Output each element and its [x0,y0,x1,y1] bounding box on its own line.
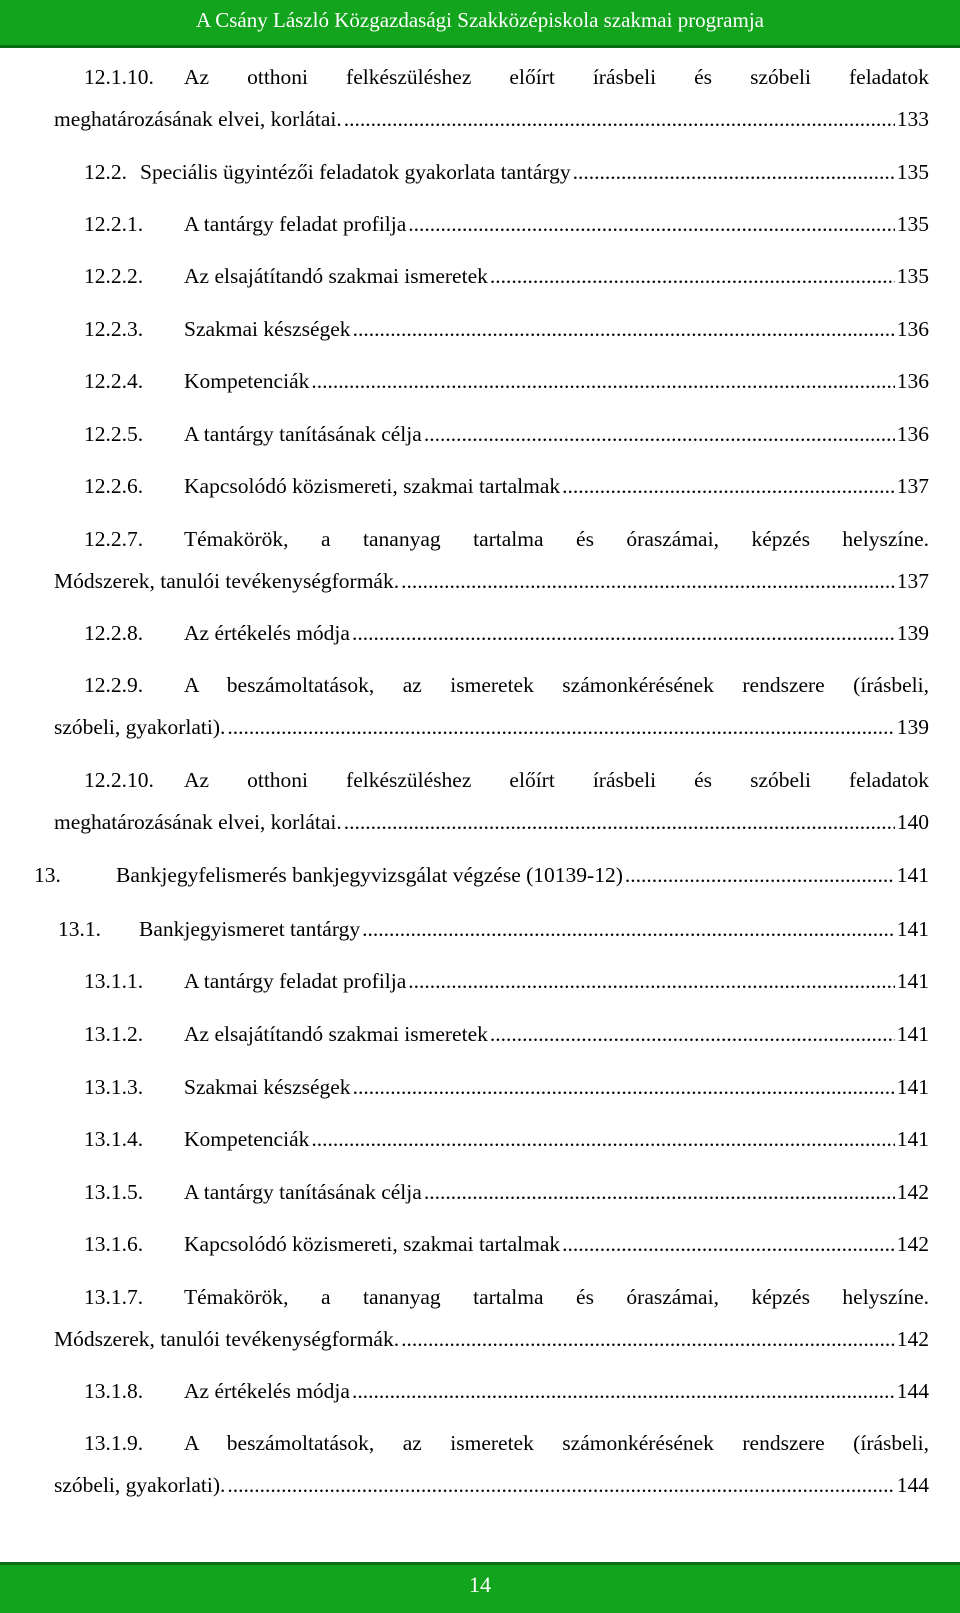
toc-entry-title-continued: szóbeli, gyakorlati). [54,1473,226,1497]
toc-entry[interactable] [84,1066,929,1108]
toc-entry-title: Az értékelés módja [184,621,350,645]
toc-entry-page: 133 [896,107,929,131]
toc-entry-title: Kapcsolódó közismereti, szakmai tartalmak [184,474,561,498]
toc-entry[interactable] [84,308,929,350]
toc-entry-title: Az elsajátítandó szakmai ismeretek [184,1022,488,1046]
toc-entry[interactable] [84,255,929,297]
toc-entry-title: Kapcsolódó közismereti, szakmai tartalmak [184,1232,561,1256]
leader-dots [353,308,895,350]
leader-dots [344,98,895,140]
toc-entry-title: A tantárgy feladat profilja [184,212,407,236]
toc-entry-page: 137 [896,569,929,593]
leader-dots [401,560,895,602]
toc-entry-page: 142 [896,1232,929,1256]
toc-entry-number: 12.2.3. [84,317,144,341]
leader-dots [227,1464,894,1506]
toc-entry[interactable] [54,518,929,602]
toc-entry-title: Bankjegyfelismerés bankjegyvizsgálat végzése (10139-12) [116,863,623,887]
toc-entry[interactable] [54,759,929,843]
toc-entry[interactable] [84,960,929,1002]
toc-entry-title: Az elsajátítandó szakmai ismeretek [184,264,488,288]
toc-entry[interactable] [58,908,929,950]
toc-entry-page: 144 [896,1379,929,1403]
toc-entry-number: 13.1.5. [84,1180,144,1204]
toc-entry-title: Témakörök, a tananyag tartalma és óraszámai, képzés helyszíne. [184,1285,929,1309]
leader-dots [362,908,895,950]
leader-dots [353,1066,895,1108]
toc-entry-number: 13.1.9. [84,1431,144,1455]
toc-entry-number: 13.1.6. [84,1232,144,1256]
toc-entry-title: Az otthoni felkészüléshez előírt írásbeli és szóbeli feladatok [184,65,929,89]
toc-entry-number: 12.2.8. [84,621,144,645]
toc-entry-page: 141 [896,863,929,887]
toc-entry-number: 13.1.2. [84,1022,144,1046]
page-number: 14 [469,1572,491,1597]
leader-dots [625,854,895,896]
toc-entry-title-continued: Módszerek, tanulói tevékenységformák. [54,569,400,593]
toc-entry[interactable] [34,854,929,896]
toc-entry-title: Az otthoni felkészüléshez előírt írásbeli és szóbeli feladatok [184,768,929,792]
leader-dots [344,801,895,843]
toc-entry-title: Szakmai készségek [184,1075,351,1099]
toc-entry-title-continued: Módszerek, tanulói tevékenységformák. [54,1327,400,1351]
toc-entry[interactable] [84,203,929,245]
leader-dots [408,203,894,245]
leader-dots [562,1223,895,1265]
toc-entry-title: Az értékelés módja [184,1379,350,1403]
toc-entry-number: 12.2.7. [84,527,144,551]
toc-entry-number: 12.2.5. [84,422,144,446]
toc-entry[interactable] [84,1013,929,1055]
toc-entry-title: Szakmai készségek [184,317,351,341]
toc-entry-page: 140 [896,810,929,834]
page-header [0,0,960,48]
toc-entry[interactable] [84,465,929,507]
leader-dots [424,1171,895,1213]
leader-dots [408,960,894,1002]
toc-entry-number: 13. [34,863,61,887]
toc-entry[interactable] [84,151,929,193]
toc-entry[interactable] [84,413,929,455]
toc-entry-page: 141 [896,969,929,993]
toc-entry-number: 12.1.10. [84,65,154,89]
toc-entry[interactable] [54,1276,929,1360]
toc-entry-page: 141 [896,1127,929,1151]
toc-entry-number: 12.2.1. [84,212,144,236]
toc-entry-page: 137 [896,474,929,498]
toc-entry-number: 12.2.6. [84,474,144,498]
toc-entry-page: 136 [896,422,929,446]
toc-entry-page: 142 [896,1180,929,1204]
toc-entry-number: 13.1. [58,917,101,941]
leader-dots [352,612,895,654]
toc-entry-page: 136 [896,317,929,341]
toc-entry-number: 12.2.4. [84,369,144,393]
toc-entry-title: A tantárgy feladat profilja [184,969,407,993]
toc-entry-page: 141 [896,917,929,941]
toc-entry-page: 135 [896,212,929,236]
toc-entry-title: Kompetenciák [184,1127,310,1151]
toc-entry-page: 136 [896,369,929,393]
toc-entry[interactable] [84,1223,929,1265]
toc-entry[interactable] [84,1171,929,1213]
leader-dots [401,1318,895,1360]
toc-entry-number: 13.1.7. [84,1285,144,1309]
toc-entry-title-continued: meghatározásának elvei, korlátai. [54,810,342,834]
toc-entry-number: 12.2.2. [84,264,144,288]
leader-dots [562,465,895,507]
toc-entry[interactable] [84,1118,929,1160]
toc-entry-number: 12.2.9. [84,673,144,697]
leader-dots [311,360,894,402]
leader-dots [490,255,895,297]
toc-entry[interactable] [54,664,929,748]
toc-entry-title: A tantárgy tanításának célja [184,422,422,446]
toc-entry-number: 13.1.8. [84,1379,144,1403]
leader-dots [311,1118,894,1160]
toc-entry-page: 141 [896,1075,929,1099]
toc-entry-title: A beszámoltatások, az ismeretek számonkérésének rendszere (írásbeli, [184,673,929,697]
toc-entry-page: 142 [896,1327,929,1351]
toc-entry-title: Speciális ügyintézői feladatok gyakorlata tantárgy [140,160,571,184]
leader-dots [352,1370,895,1412]
toc-entry-number: 13.1.4. [84,1127,144,1151]
toc-entry-page: 135 [896,160,929,184]
toc-entry-page: 135 [896,264,929,288]
leader-dots [227,706,894,748]
toc-entry-number: 12.2. [84,160,127,184]
toc-entry-title: Bankjegyismeret tantárgy [139,917,361,941]
toc-entry-page: 141 [896,1022,929,1046]
toc-entry-page: 139 [896,621,929,645]
toc-entry-title: A tantárgy tanításának célja [184,1180,422,1204]
toc-entry-title-continued: szóbeli, gyakorlati). [54,715,226,739]
toc-entry-page: 139 [896,715,929,739]
toc-entry-number: 12.2.10. [84,768,154,792]
toc-entry-title-continued: meghatározásának elvei, korlátai. [54,107,342,131]
header-title: A Csány László Közgazdasági Szakközépiskola szakmai programja [196,8,764,32]
toc-entry[interactable] [84,612,929,654]
leader-dots [490,1013,895,1055]
toc-entry[interactable] [54,56,929,140]
toc-entry[interactable] [84,360,929,402]
toc-entry[interactable] [84,1370,929,1412]
toc-entry-page: 144 [896,1473,929,1497]
page-footer [0,1562,960,1613]
toc-entry-title: Témakörök, a tananyag tartalma és óraszámai, képzés helyszíne. [184,527,929,551]
toc-entry-number: 13.1.3. [84,1075,144,1099]
toc-entry[interactable] [54,1422,929,1506]
leader-dots [573,151,895,193]
leader-dots [424,413,895,455]
toc-entry-title: A beszámoltatások, az ismeretek számonkérésének rendszere (írásbeli, [184,1431,929,1455]
toc-entry-number: 13.1.1. [84,969,144,993]
toc-entry-title: Kompetenciák [184,369,310,393]
